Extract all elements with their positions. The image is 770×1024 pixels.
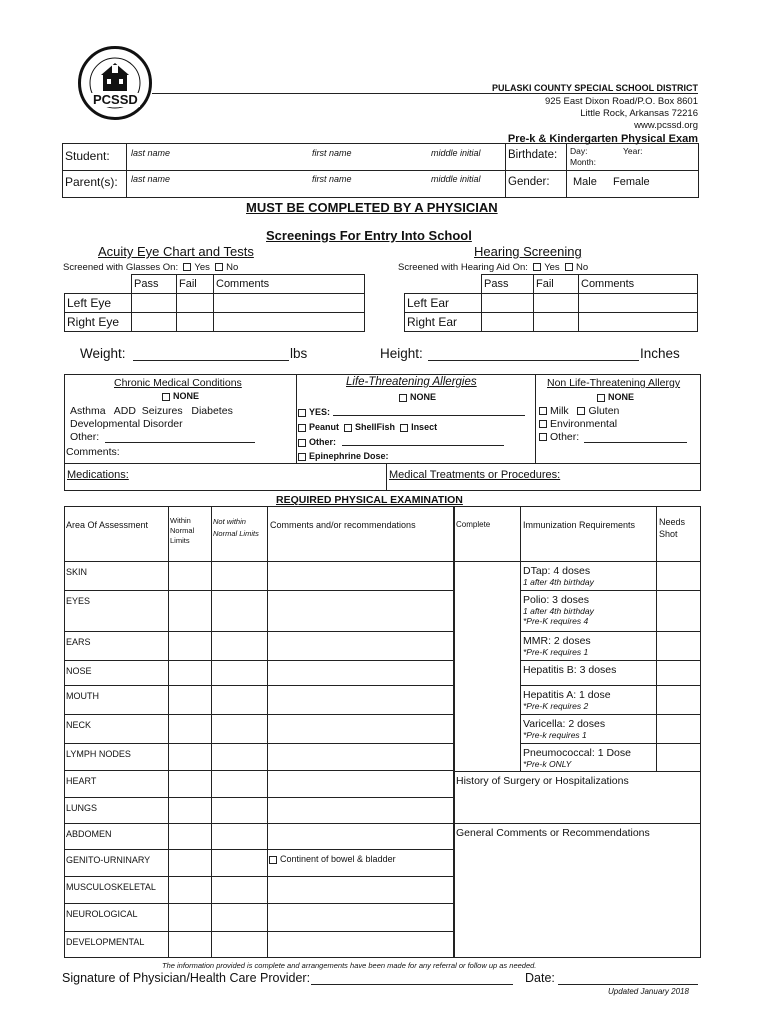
exam-not-within-cell[interactable]	[212, 715, 267, 742]
non-life-other-input[interactable]	[584, 442, 687, 443]
exam-comments-cell[interactable]	[268, 824, 454, 848]
exam-not-within-cell[interactable]	[212, 686, 267, 713]
acuity-title: Acuity Eye Chart and Tests	[98, 244, 254, 259]
exam-comments-cell[interactable]	[268, 686, 454, 713]
peanut-checkbox[interactable]	[298, 424, 306, 432]
hearing-left-pass-cell[interactable]	[482, 294, 534, 313]
hearing-no-label: No	[575, 262, 589, 273]
exam-within-cell[interactable]	[169, 904, 211, 930]
exam-not-within-cell[interactable]	[212, 824, 267, 848]
immunization-name: Varicella: 2 doses	[523, 718, 606, 730]
exam-not-within-cell[interactable]	[212, 877, 267, 902]
needs-shot-cell[interactable]	[657, 715, 700, 742]
non-life-other-option[interactable]	[539, 431, 579, 443]
exam-area-label: MOUTH	[66, 691, 99, 701]
exam-area-label: DEVELOPMENTAL	[66, 937, 145, 947]
parent-first-name[interactable]: first name	[312, 174, 352, 184]
exam-within-cell[interactable]	[169, 932, 211, 957]
exam-within-cell[interactable]	[169, 661, 211, 684]
needs-shot-cell[interactable]	[657, 591, 700, 630]
weight-label: Weight:	[80, 346, 126, 361]
col-within-header: Within Normal Limits	[170, 516, 195, 545]
exam-comments-cell[interactable]	[268, 877, 454, 902]
height-label: Height:	[380, 346, 423, 361]
district-address-2: Little Rock, Arkansas 72216	[580, 108, 698, 119]
non-life-food-options	[539, 405, 619, 417]
epinephrine-label: Epinephrine Dose:	[309, 451, 389, 461]
student-middle-initial[interactable]: middle initial	[431, 148, 481, 158]
acuity-col-comments: Comments	[214, 275, 365, 294]
disclaimer-text: The information provided is complete and arrangements have been made for any referral or follow up as needed.	[162, 961, 537, 970]
exam-not-within-cell[interactable]	[212, 632, 267, 659]
col-comments-header: Comments and/or recommendations	[270, 520, 416, 530]
acuity-row-right-eye: Right Eye	[65, 313, 132, 332]
needs-shot-cell[interactable]	[657, 632, 700, 659]
hearing-aid-line	[398, 262, 588, 274]
exam-within-cell[interactable]	[169, 744, 211, 769]
shellfish-checkbox[interactable]	[344, 424, 352, 432]
life-yes-input[interactable]	[333, 415, 525, 416]
immunization-complete-cell[interactable]	[454, 591, 519, 630]
exam-comments-cell[interactable]	[268, 744, 454, 769]
exam-within-cell[interactable]	[169, 877, 211, 902]
immunization-complete-cell[interactable]	[454, 632, 519, 659]
physician-notice: MUST BE COMPLETED BY A PHYSICIAN	[246, 200, 498, 215]
form-title: Pre-k & Kindergarten Physical Exam	[507, 133, 698, 145]
exam-area-label: EARS	[66, 637, 91, 647]
chronic-none-label: NONE	[173, 391, 200, 401]
needs-shot-cell[interactable]	[657, 562, 700, 589]
district-website: www.pcssd.org	[634, 120, 698, 131]
exam-within-cell[interactable]	[169, 798, 211, 822]
exam-not-within-cell[interactable]	[212, 798, 267, 822]
exam-within-cell[interactable]	[169, 686, 211, 713]
acuity-right-pass-cell[interactable]	[132, 313, 177, 332]
hearing-yes-label: Yes	[544, 262, 560, 273]
glasses-line	[63, 262, 238, 274]
immunization-complete-cell[interactable]	[454, 715, 519, 742]
hearing-col-fail: Fail	[534, 275, 579, 294]
col-needs-header: Needs Shot	[659, 517, 686, 539]
treatments-label: Medical Treatments or Procedures:	[389, 469, 561, 481]
life-other-option[interactable]	[298, 436, 336, 448]
immunization-note: *Pre-k requires 1	[523, 730, 587, 740]
exam-area-label: LUNGS	[66, 803, 98, 813]
district-name: PULASKI COUNTY SPECIAL SCHOOL DISTRICT	[491, 83, 698, 93]
exam-area-label: SKIN	[66, 567, 88, 577]
glasses-yes-label: Yes	[194, 262, 210, 273]
hearing-left-comments-cell[interactable]	[579, 294, 698, 313]
needs-shot-cell[interactable]	[657, 686, 700, 713]
exam-not-within-cell[interactable]	[212, 562, 267, 589]
needs-shot-cell[interactable]	[657, 661, 700, 684]
exam-comments-cell[interactable]	[268, 661, 454, 684]
hearing-aid-label: Screened with Hearing Aid On:	[398, 262, 528, 273]
exam-within-cell[interactable]	[169, 771, 211, 796]
exam-area-label: NECK	[66, 720, 92, 730]
medications-box	[64, 463, 701, 491]
glasses-label: Screened with Glasses On:	[63, 262, 179, 273]
hearing-row-left-ear: Left Ear	[405, 294, 482, 313]
glasses-no-label: No	[226, 262, 239, 273]
parent-last-name[interactable]: last name	[131, 174, 171, 184]
gender-male[interactable]: Male	[573, 176, 597, 188]
exam-within-cell[interactable]	[169, 562, 211, 589]
height-unit: Inches	[640, 346, 680, 361]
immunization-complete-cell[interactable]	[454, 661, 519, 684]
exam-not-within-cell[interactable]	[212, 932, 267, 957]
date-input[interactable]	[558, 984, 698, 985]
student-last-name[interactable]: last name	[131, 148, 171, 158]
hearing-no-checkbox[interactable]	[565, 263, 573, 271]
immunization-note: *Pre-K requires 2	[523, 701, 589, 711]
updated-text: Updated January 2018	[608, 987, 689, 996]
epinephrine-option[interactable]	[298, 450, 389, 462]
birthdate-year[interactable]: Year:	[623, 146, 643, 156]
acuity-col-pass: Pass	[132, 275, 177, 294]
exam-within-cell[interactable]	[169, 591, 211, 630]
immunization-name: Pneumococcal: 1 Dose	[523, 747, 631, 759]
non-life-none-label: NONE	[608, 392, 635, 402]
exam-comments-cell[interactable]	[268, 632, 454, 659]
hearing-left-fail-cell[interactable]	[534, 294, 579, 313]
birthdate-month[interactable]: Month:	[570, 157, 596, 167]
non-life-title: Non Life-Threatening Allergy	[547, 377, 681, 389]
life-other-label: Other:	[309, 437, 336, 447]
immunization-complete-cell[interactable]	[454, 744, 519, 771]
life-yes-option[interactable]	[298, 406, 330, 418]
milk-label: Milk	[550, 405, 569, 417]
immunization-note-2: *Pre-K requires 4	[523, 616, 589, 626]
exam-area-label: HEART	[66, 776, 97, 786]
gluten-label: Gluten	[588, 405, 620, 417]
exam-comments-cell[interactable]	[268, 715, 454, 742]
chronic-other-label: Other:	[70, 431, 100, 443]
shellfish-label: ShellFish	[355, 422, 396, 432]
hearing-right-pass-cell[interactable]	[482, 313, 534, 332]
exam-within-cell[interactable]	[169, 632, 211, 659]
life-other-input[interactable]	[342, 445, 504, 446]
general-comments-box[interactable]	[453, 823, 701, 958]
continent-option[interactable]	[269, 853, 396, 865]
insect-checkbox[interactable]	[400, 424, 408, 432]
col-complete-header: Complete	[456, 520, 491, 529]
exam-area-label: NEUROLOGICAL	[66, 909, 138, 919]
exam-area-label: NOSE	[66, 666, 92, 676]
weight-unit: lbs	[290, 346, 308, 361]
weight-input-line[interactable]	[133, 360, 289, 361]
environmental-option[interactable]	[539, 418, 617, 430]
hearing-table	[404, 274, 698, 332]
continent-checkbox[interactable]	[269, 856, 277, 864]
milk-checkbox[interactable]	[539, 407, 547, 415]
insect-label: Insect	[411, 422, 438, 432]
district-address-1: 925 East Dixon Road/P.O. Box 8601	[545, 96, 698, 107]
needs-shot-cell[interactable]	[657, 744, 700, 771]
immunization-name: Hepatitis B: 3 doses	[523, 664, 617, 676]
exam-area-label: GENITO-URNINARY	[66, 855, 151, 865]
gender-label: Gender:	[508, 176, 550, 188]
chronic-title: Chronic Medical Conditions	[114, 377, 242, 389]
general-comments-label: General Comments or Recommendations	[456, 827, 650, 839]
pcssd-logo	[78, 46, 152, 120]
hearing-right-comments-cell[interactable]	[579, 313, 698, 332]
height-input-line[interactable]	[428, 360, 639, 361]
peanut-label: Peanut	[309, 422, 340, 432]
chronic-developmental[interactable]: Developmental Disorder	[70, 418, 183, 430]
hearing-row-right-ear: Right Ear	[405, 313, 482, 332]
life-none-option[interactable]	[399, 391, 436, 403]
immunization-name: Polio: 3 doses	[523, 594, 589, 606]
logo-text: PCSSD	[93, 92, 138, 107]
exam-within-cell[interactable]	[169, 850, 211, 875]
acuity-right-fail-cell[interactable]	[177, 313, 214, 332]
acuity-left-fail-cell[interactable]	[177, 294, 214, 313]
col-immunization-header: Immunization Requirements	[523, 520, 636, 530]
exam-not-within-cell[interactable]	[212, 661, 267, 684]
chronic-other-input[interactable]	[105, 442, 255, 443]
exam-comments-cell[interactable]	[268, 771, 454, 796]
life-none-label: NONE	[410, 392, 437, 402]
glasses-yes-checkbox[interactable]	[183, 263, 191, 271]
exam-area-label: LYMPH NODES	[66, 749, 131, 759]
exam-not-within-cell[interactable]	[212, 904, 267, 930]
immunization-name: DTap: 4 doses	[523, 565, 591, 577]
gender-female[interactable]: Female	[613, 176, 650, 188]
immunization-note: 1 after 4th birthday	[523, 606, 594, 616]
immunization-note: *Pre-K requires 1	[523, 647, 589, 657]
acuity-row-left-eye: Left Eye	[65, 294, 132, 313]
gluten-checkbox[interactable]	[577, 407, 585, 415]
student-label: Student:	[65, 149, 110, 163]
acuity-left-pass-cell[interactable]	[132, 294, 177, 313]
exam-within-cell[interactable]	[169, 824, 211, 848]
hearing-right-fail-cell[interactable]	[534, 313, 579, 332]
hearing-col-pass: Pass	[482, 275, 534, 294]
exam-title: REQUIRED PHYSICAL EXAMINATION	[276, 494, 463, 506]
birthdate-day[interactable]: Day:	[570, 146, 588, 156]
life-yes-label: YES:	[309, 407, 331, 417]
chronic-conditions-list[interactable]: Asthma ADD Seizures Diabetes	[70, 405, 233, 417]
parent-middle-initial[interactable]: middle initial	[431, 174, 481, 184]
acuity-table	[64, 274, 365, 332]
birthdate-label: Birthdate:	[508, 149, 558, 161]
life-allergies-title: Life-Threatening Allergies	[346, 376, 477, 388]
immunization-note: 1 after 4th birthday	[523, 577, 594, 587]
exam-area-label: ABDOMEN	[66, 829, 112, 839]
exam-not-within-cell[interactable]	[212, 591, 267, 630]
hearing-yes-checkbox[interactable]	[533, 263, 541, 271]
continent-label: Continent of bowel & bladder	[280, 854, 396, 864]
exam-not-within-cell[interactable]	[212, 744, 267, 769]
immunization-complete-cell[interactable]	[454, 686, 519, 713]
acuity-right-comments-cell[interactable]	[214, 313, 365, 332]
medications-label: Medications:	[67, 469, 129, 481]
environmental-label: Environmental	[550, 418, 618, 430]
exam-comments-cell[interactable]	[268, 798, 454, 822]
immunization-name: Hepatitis A: 1 dose	[523, 689, 611, 701]
history-label: History of Surgery or Hospitalizations	[456, 775, 629, 787]
col-not-within-header: Not within Normal Limits	[213, 517, 259, 538]
acuity-col-fail: Fail	[177, 275, 214, 294]
immunization-complete-cell[interactable]	[454, 562, 519, 589]
acuity-left-comments-cell[interactable]	[214, 294, 365, 313]
immunization-note: *Pre-k ONLY	[523, 759, 572, 769]
student-first-name[interactable]: first name	[312, 148, 352, 158]
life-food-options	[298, 421, 437, 433]
exam-not-within-cell[interactable]	[212, 771, 267, 796]
immunization-name: MMR: 2 doses	[523, 635, 591, 647]
exam-area-label: EYES	[66, 596, 91, 606]
non-life-none-option[interactable]	[597, 391, 634, 403]
exam-comments-cell[interactable]	[268, 932, 454, 957]
signature-input[interactable]	[311, 984, 513, 985]
hearing-col-comments: Comments	[579, 275, 698, 294]
chronic-none-option[interactable]	[162, 390, 199, 402]
signature-label: Signature of Physician/Health Care Provider:	[62, 971, 311, 985]
exam-comments-cell[interactable]	[268, 562, 454, 589]
exam-comments-cell[interactable]	[268, 904, 454, 930]
screenings-title: Screenings For Entry Into School	[266, 228, 472, 243]
parent-label: Parent(s):	[65, 175, 118, 189]
exam-area-label: MUSCULOSKELETAL	[66, 882, 156, 892]
exam-comments-cell[interactable]	[268, 591, 454, 630]
exam-not-within-cell[interactable]	[212, 850, 267, 875]
exam-within-cell[interactable]	[169, 715, 211, 742]
hearing-title: Hearing Screening	[474, 244, 582, 259]
non-life-other-label: Other:	[550, 431, 580, 443]
date-label: Date:	[525, 971, 555, 985]
chronic-comments-label: Comments:	[66, 446, 120, 458]
glasses-no-checkbox[interactable]	[215, 263, 223, 271]
col-area-header: Area Of Assessment	[66, 520, 149, 530]
